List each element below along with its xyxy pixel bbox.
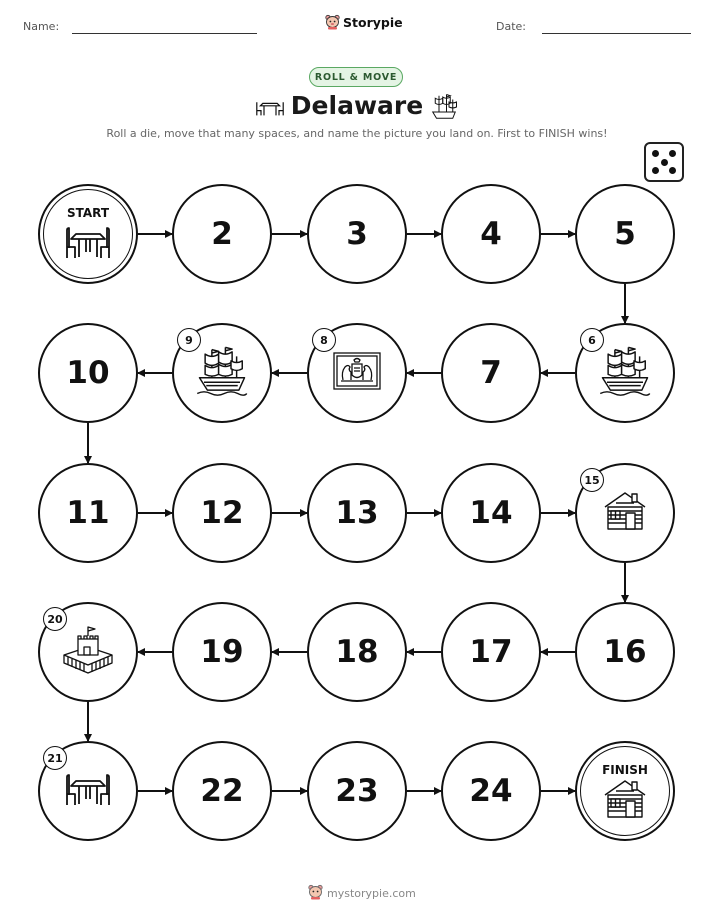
- space-number-badge: 20: [43, 607, 67, 631]
- board-space-23: [307, 741, 407, 841]
- fort-icon: [60, 625, 116, 679]
- board-space-19: [172, 602, 272, 702]
- start-space: [38, 184, 138, 284]
- page-title: Delaware: [290, 91, 424, 120]
- footer-url[interactable]: mystorypie.com: [327, 887, 416, 900]
- space-number: 12: [200, 495, 244, 531]
- sailing-ship-icon: [195, 344, 249, 402]
- log-cabin-icon: [602, 489, 648, 537]
- space-number-badge: 9: [177, 328, 201, 352]
- board-space-4: [441, 184, 541, 284]
- footer: [308, 884, 416, 903]
- board-space-7: [441, 323, 541, 423]
- space-number-badge: 8: [312, 328, 336, 352]
- space-number: 10: [66, 355, 110, 391]
- space-number: 18: [335, 634, 379, 670]
- board-space-10: [38, 323, 138, 423]
- activity-tag: ROLL & MOVE: [309, 67, 403, 87]
- space-number-badge: 6: [580, 328, 604, 352]
- date-label: Date:: [496, 20, 526, 33]
- name-label: Name:: [23, 20, 60, 33]
- finish-label: FINISH: [602, 763, 648, 777]
- board-space-16: [575, 602, 675, 702]
- space-number-badge: 15: [580, 468, 604, 492]
- board-space-24: [441, 741, 541, 841]
- table-chairs-icon: [62, 222, 114, 266]
- board-space-11: [38, 463, 138, 563]
- space-number: 16: [603, 634, 647, 670]
- board-space-12: [172, 463, 272, 563]
- space-number: 14: [469, 495, 513, 531]
- board-space-18: [307, 602, 407, 702]
- instructions: Roll a die, move that many spaces, and name the picture you land on. First to FINISH wins!: [106, 127, 608, 140]
- table-chairs-icon: [62, 769, 114, 813]
- board-space-5: [575, 184, 675, 284]
- brand-name: Storypie: [343, 14, 403, 30]
- space-number: 19: [200, 634, 244, 670]
- coat-of-arms-icon: [331, 350, 383, 396]
- space-number: 3: [346, 216, 368, 252]
- sailing-ship-icon: [598, 344, 652, 402]
- board-space-3: [307, 184, 407, 284]
- space-number: 4: [480, 216, 502, 252]
- space-number: 23: [335, 773, 379, 809]
- space-number: 13: [335, 495, 379, 531]
- space-number: 7: [480, 355, 502, 391]
- space-number-badge: 21: [43, 746, 67, 770]
- space-number: 11: [66, 495, 110, 531]
- space-number: 5: [614, 216, 636, 252]
- board-space-2: [172, 184, 272, 284]
- board-space-13: [307, 463, 407, 563]
- space-number: 24: [469, 773, 513, 809]
- board-space-22: [172, 741, 272, 841]
- board-space-17: [441, 602, 541, 702]
- space-number: 17: [469, 634, 513, 670]
- storypie-mascot-icon: [308, 884, 323, 903]
- log-cabin-icon: [602, 777, 648, 825]
- space-number: 2: [211, 216, 233, 252]
- finish-space: [575, 741, 675, 841]
- board-space-14: [441, 463, 541, 563]
- start-label: START: [66, 206, 110, 220]
- space-number: 22: [200, 773, 244, 809]
